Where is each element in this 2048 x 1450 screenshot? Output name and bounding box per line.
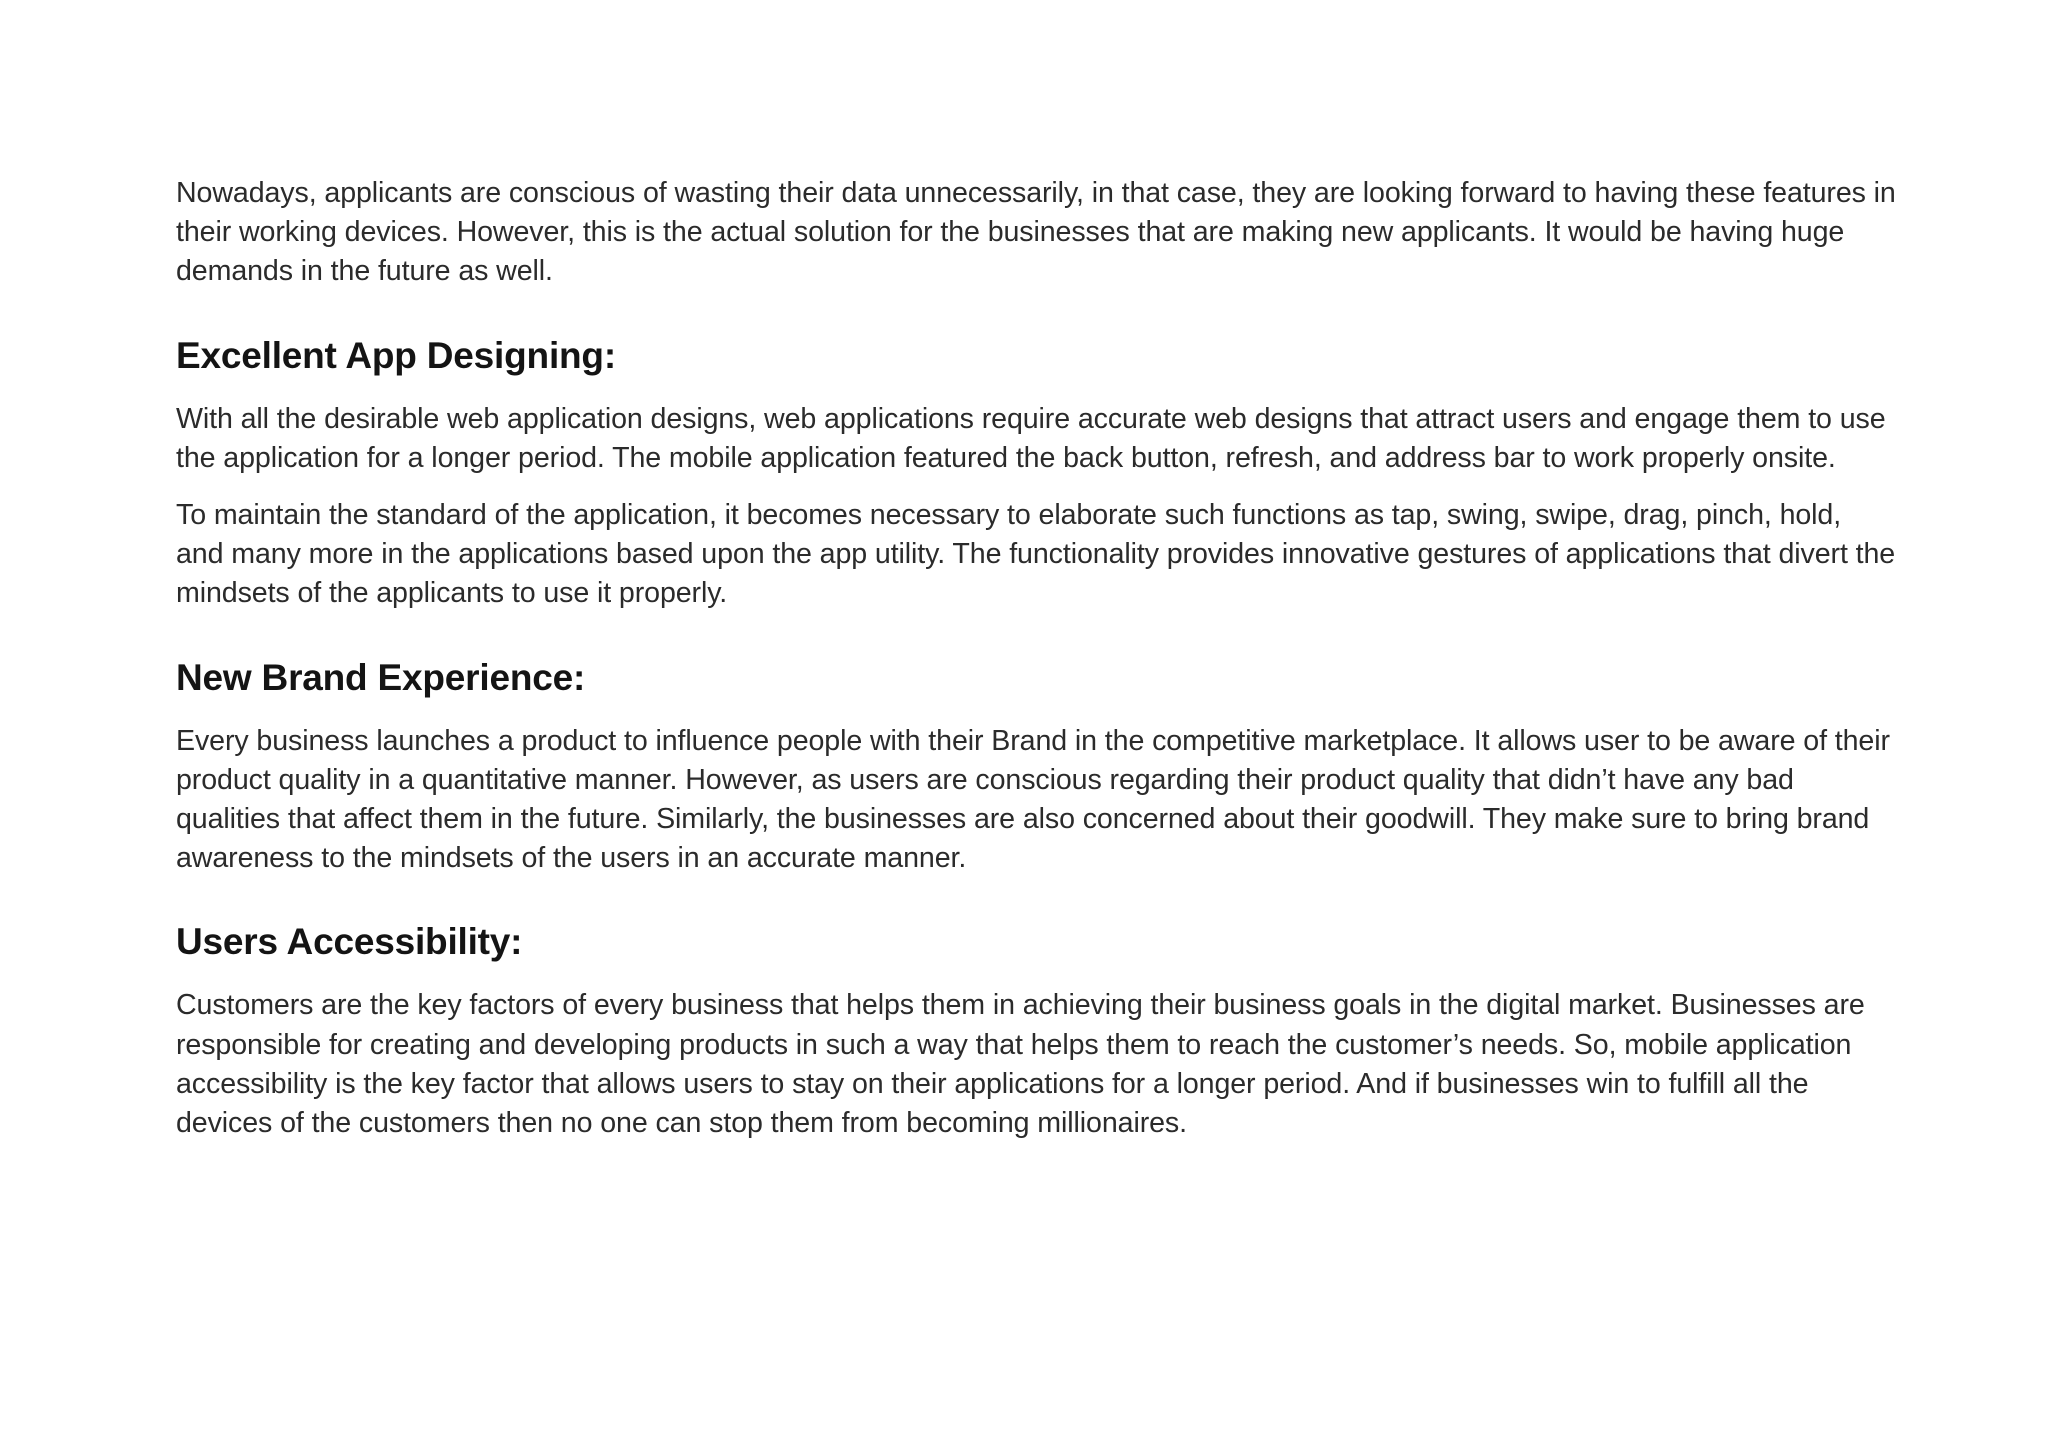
heading-excellent-app-designing: Excellent App Designing: <box>176 334 616 376</box>
paragraph-brand-experience: Every business launches a product to influence people with their Brand in the competitive marketplace. It allows user to be aware of their product quality in a quantitative manner. However, as users are conscious regarding their product quality that didn’t have any bad qualities that affect them in the future. Similarly, the businesses are also concerned about their goodwill. They make sure to bring brand awareness to the mindsets of the users in an accurate manner. <box>176 724 1890 875</box>
paragraph-app-designing-1: With all the desirable web application designs, web applications require accurate web designs that attract users and engage them to use the application for a longer period. The mobile application featured the back button, refresh, and address bar to work properly onsite. <box>176 402 1886 474</box>
heading-new-brand-experience: New Brand Experience: <box>176 656 586 698</box>
document-page <box>176 174 1896 1143</box>
paragraph-users-accessibility: Customers are the key factors of every business that helps them in achieving their business goals in the digital market. Businesses are responsible for creating and developing products in such a way that helps them to reach the customer’s needs. So, mobile application accessibility is the key factor that allows users to stay on their applications for a longer period. And if businesses win to fulfill all the devices of the customers then no one can stop them from becoming millionaires. <box>176 989 1865 1140</box>
intro-paragraph: Nowadays, applicants are conscious of wasting their data unnecessarily, in that case, they are looking forward to having these features in their working devices. However, this is the actual solution for the businesses that are making new applicants. It would be having huge demands in the future as well. <box>176 177 1896 288</box>
paragraph-app-designing-2: To maintain the standard of the application, it becomes necessary to elaborate such functions as tap, swing, swipe, drag, pinch, hold, and many more in the applications based upon the app utility. The functionality provides innovative gestures of applications that divert the mindsets of the applicants to use it properly. <box>176 499 1896 610</box>
heading-users-accessibility: Users Accessibility: <box>176 921 523 963</box>
